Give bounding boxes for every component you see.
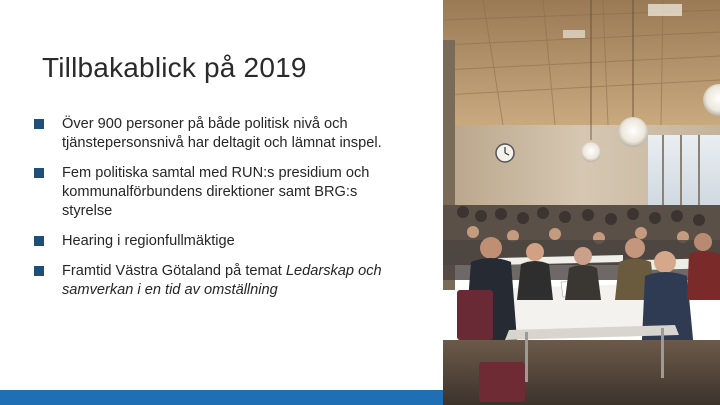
bullet-text: Hearing i regionfullmäktige — [62, 233, 235, 249]
slide-title: Tillbakablick på 2019 — [42, 52, 307, 83]
conference-photo — [443, 0, 720, 405]
bullet-marker-icon — [34, 119, 44, 129]
bullet-text: Fem politiska samtal med RUN:s presidium och kommunalförbundens direktioner samt BRG:s styrelse — [62, 165, 370, 219]
bullet-item — [34, 115, 404, 153]
bullet-text: Framtid Västra Götaland på temat — [62, 263, 286, 279]
bullet-emphasis: Ledarskap och samverkan i en tid av omställning — [62, 263, 382, 298]
bullet-marker-icon — [34, 266, 44, 276]
bottom-accent-band — [0, 390, 443, 405]
bullet-item — [34, 164, 404, 221]
bullet-list — [34, 115, 404, 311]
bullet-item — [34, 232, 404, 251]
bullet-marker-icon — [34, 168, 44, 178]
bullet-item — [34, 262, 404, 300]
bullet-marker-icon — [34, 236, 44, 246]
bullet-text: Över 900 personer på både politisk nivå och tjänstepersonsnivå har deltagit och lämnat inspel. — [62, 116, 382, 151]
